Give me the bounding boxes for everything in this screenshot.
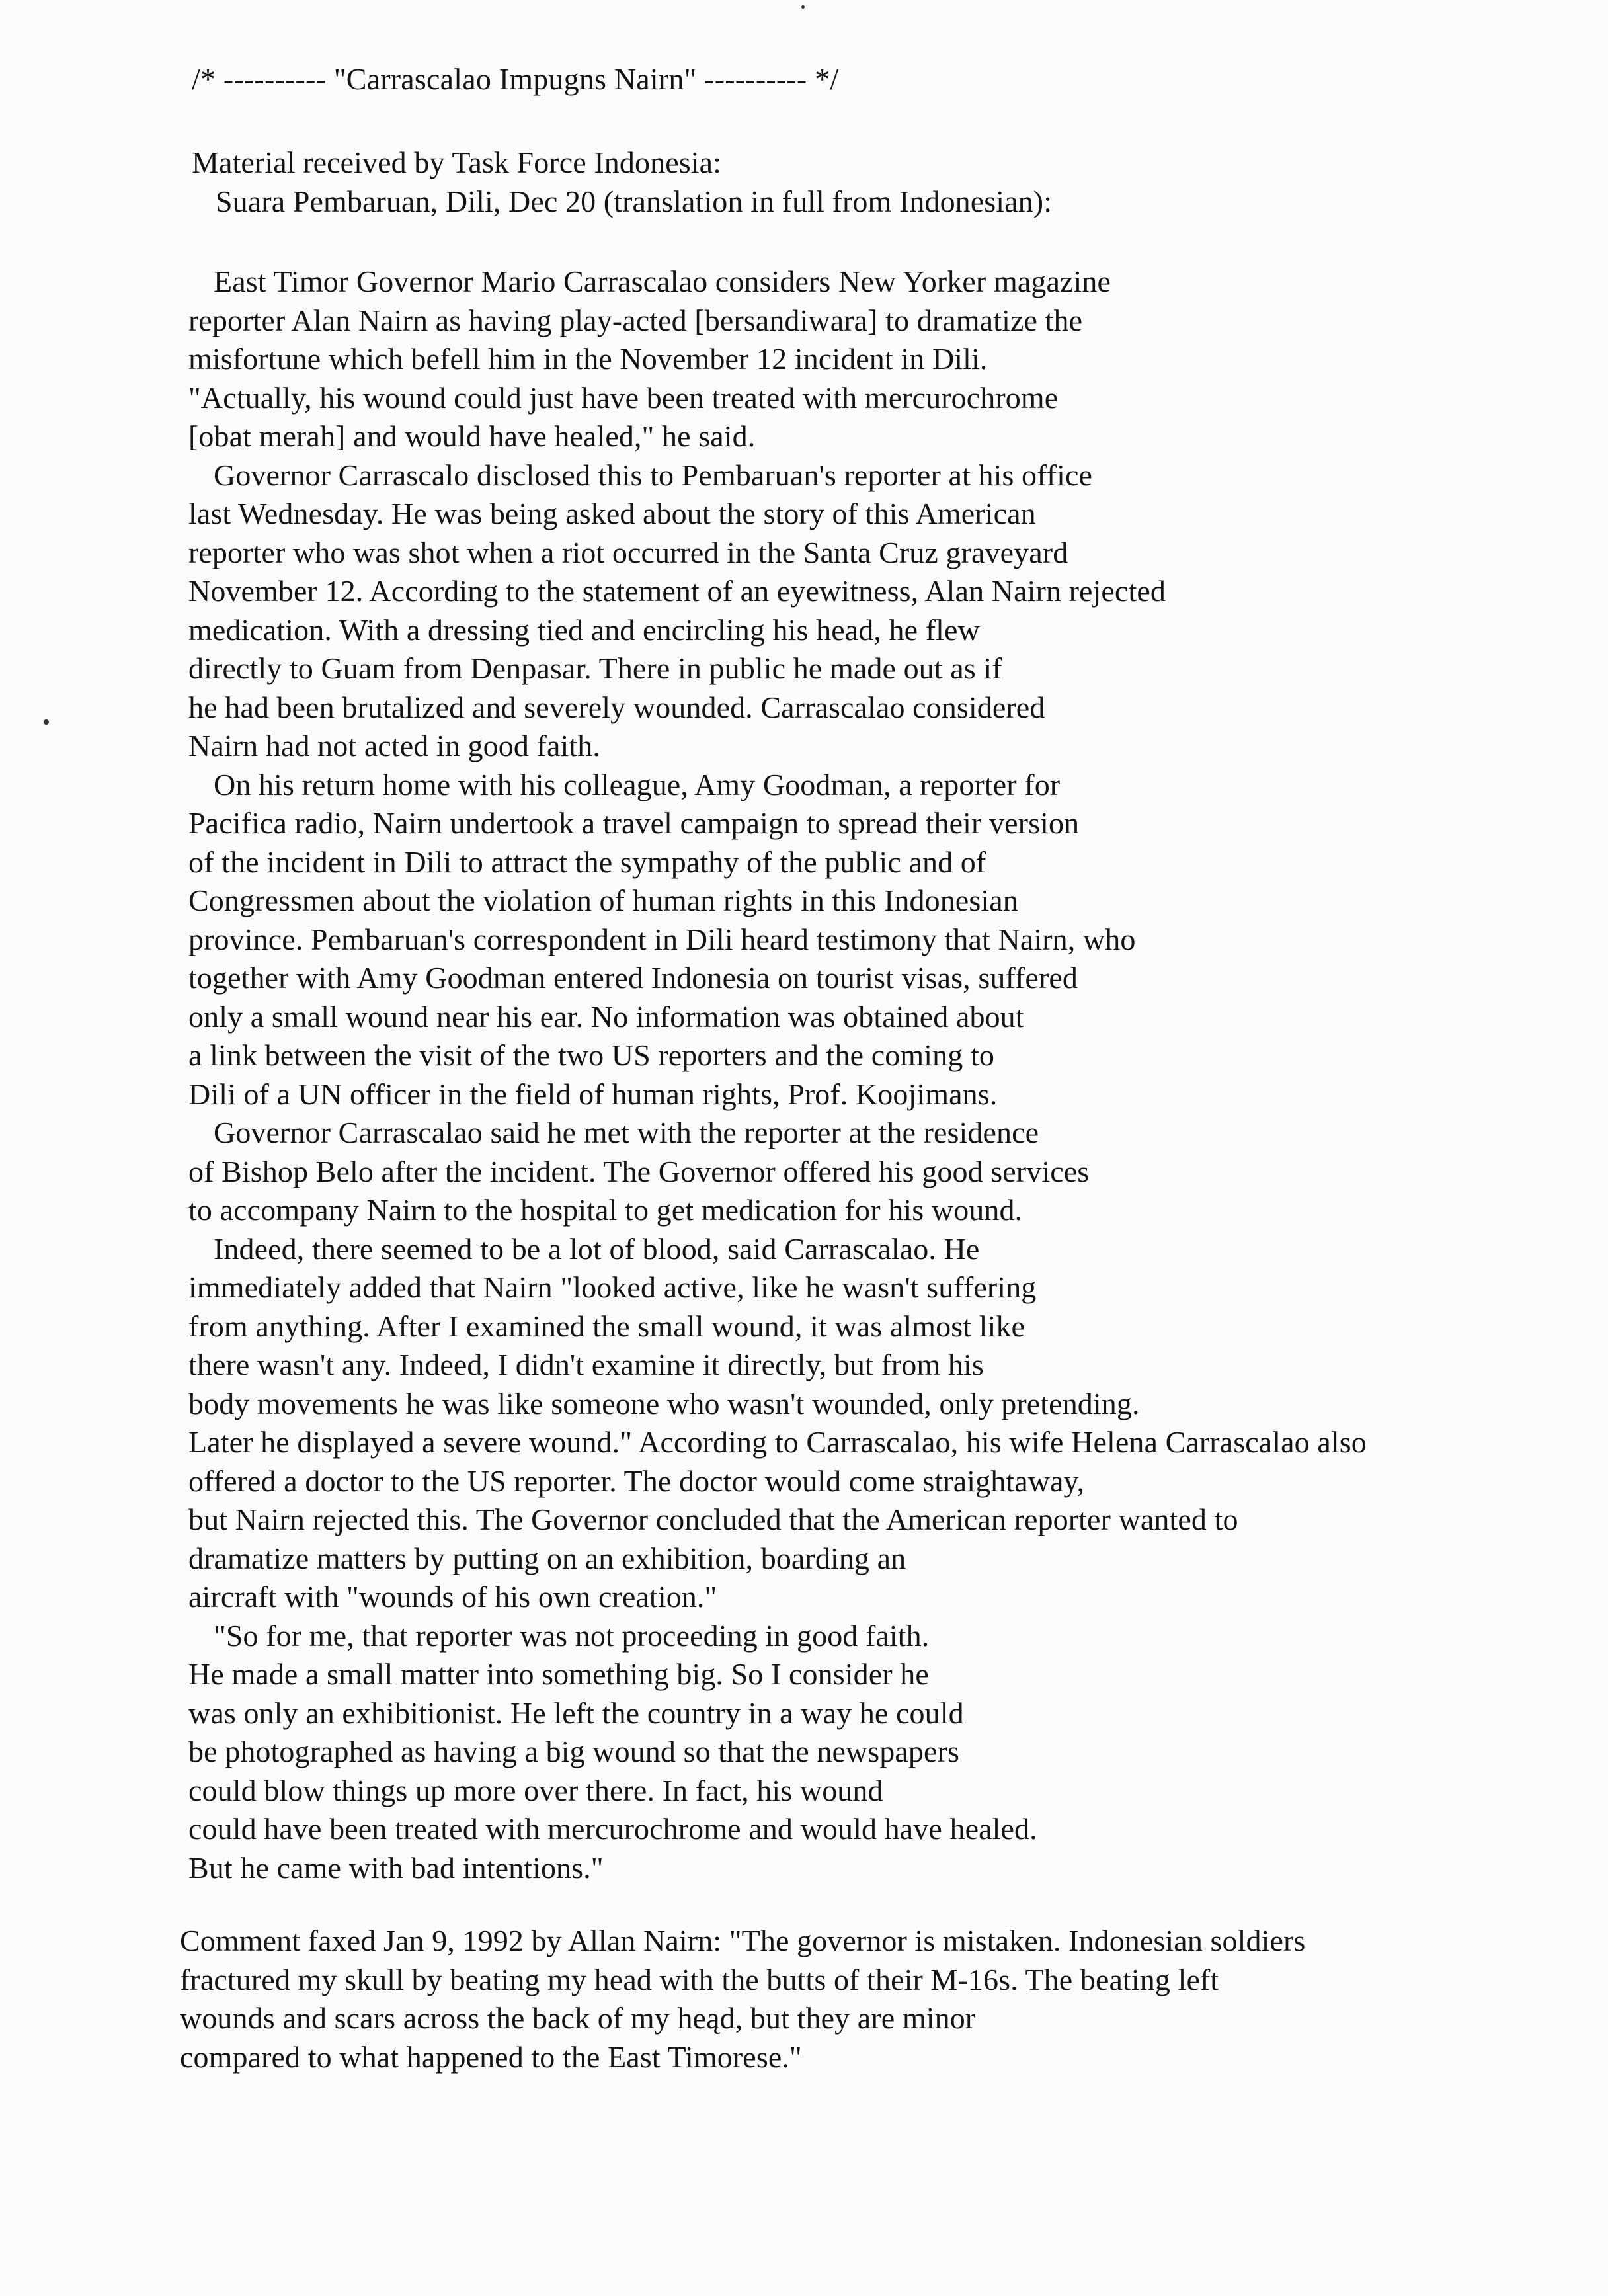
article-line: from anything. After I examined the small wound, it was almost like: [188, 1309, 1025, 1343]
article-line: could have been treated with mercurochrome and would have healed.: [188, 1812, 1037, 1846]
article-line: be photographed as having a big wound so that the newspapers: [188, 1735, 959, 1768]
article-line: But he came with bad intentions.": [188, 1850, 604, 1885]
comment-block: [180, 1922, 1305, 2076]
comment-line: Comment faxed Jan 9, 1992 by Allan Nairn: "The governor is mistaken. Indonesian soldiers: [180, 1924, 1306, 1957]
scan-speck: [801, 5, 805, 9]
article-line: of the incident in Dili to attract the sympathy of the public and of: [188, 844, 986, 879]
article-line: was only an exhibitionist. He left the country in a way he could: [188, 1696, 964, 1730]
article-line: dramatize matters by putting on an exhibition, boarding an: [188, 1541, 906, 1575]
article-line: medication. With a dressing tied and encircling his head, he flew: [188, 612, 980, 647]
article-line: a link between the visit of the two US reporters and the coming to: [188, 1038, 994, 1072]
article-line: Dili of a UN officer in the field of human rights, Prof. Koojimans.: [188, 1077, 998, 1111]
article-line: offered a doctor to the US reporter. The doctor would come straightaway,: [188, 1463, 1085, 1498]
article-line: he had been brutalized and severely wounded. Carrascalao considered: [188, 690, 1045, 724]
article-line: to accompany Nairn to the hospital to get medication for his wound.: [188, 1193, 1023, 1227]
article-line: Congressmen about the violation of human rights in this Indonesian: [188, 883, 1018, 917]
article-line: Nairn had not acted in good faith.: [188, 729, 600, 762]
article-line: could blow things up more over there. In fact, his wound: [188, 1773, 883, 1807]
article-line: November 12. According to the statement of an eyewitness, Alan Nairn rejected: [188, 574, 1166, 608]
article-line: Indeed, there seemed to be a lot of blood, said Carrascalao. He: [214, 1231, 980, 1266]
article-line: together with Amy Goodman entered Indonesia on tourist visas, suffered: [188, 961, 1078, 995]
article-line: of Bishop Belo after the incident. The Governor offered his good services: [188, 1154, 1090, 1188]
article-line: immediately added that Nairn "looked active, like he wasn't suffering: [188, 1270, 1037, 1304]
article-line: province. Pembaruan's correspondent in Dili heard testimony that Nairn, who: [188, 922, 1136, 956]
article-line: East Timor Governor Mario Carrascalao considers New Yorker magazine: [214, 265, 1111, 298]
article-line: He made a small matter into something big. So I consider he: [188, 1657, 929, 1691]
comment-line: wounds and scars across the back of my heąd, but they are minor: [180, 2001, 976, 2035]
document-header: /* ---------- "Carrascalao Impugns Nairn" ---------- */: [192, 62, 839, 96]
article-line: Later he displayed a severe wound." According to Carrascalao, his wife Helena Carrascalao also: [188, 1425, 1367, 1459]
comment-line: fractured my skull by beating my head with the butts of their M-16s. The beating left: [180, 1962, 1219, 1996]
article-line: but Nairn rejected this. The Governor concluded that the American reporter wanted to: [188, 1502, 1238, 1536]
article-line: "Actually, his wound could just have been treated with mercurochrome: [188, 380, 1059, 415]
intro-line: Suara Pembaruan, Dili, Dec 20 (translation in full from Indonesian):: [216, 184, 1053, 218]
article-line: only a small wound near his ear. No information was obtained about: [188, 999, 1024, 1034]
article-line: there wasn't any. Indeed, I didn't examine it directly, but from his: [188, 1348, 984, 1381]
article-line: reporter who was shot when a riot occurred in the Santa Cruz graveyard: [188, 535, 1068, 569]
article-body: [188, 263, 1367, 1887]
scan-speck: [44, 719, 49, 725]
intro-block: [192, 144, 1052, 221]
comment-line: compared to what happened to the East Timorese.": [180, 2039, 802, 2074]
article-line: misfortune which befell him in the November 12 incident in Dili.: [188, 342, 988, 376]
article-line: Governor Carrascalao said he met with the reporter at the residence: [214, 1116, 1039, 1149]
article-line: [obat merah] and would have healed," he said.: [188, 419, 756, 453]
intro-line: Material received by Task Force Indonesia:: [192, 145, 722, 179]
article-line: body movements he was like someone who wasn't wounded, only pretending.: [188, 1386, 1140, 1420]
article-line: On his return home with his colleague, Amy Goodman, a reporter for: [214, 767, 1061, 801]
article-line: "So for me, that reporter was not proceeding in good faith.: [214, 1618, 930, 1653]
article-line: last Wednesday. He was being asked about the story of this American: [188, 497, 1036, 530]
article-line: aircraft with "wounds of his own creation.": [188, 1580, 717, 1614]
article-line: Pacifica radio, Nairn undertook a travel campaign to spread their version: [188, 806, 1080, 840]
article-line: reporter Alan Nairn as having play-acted [bersandiwara] to dramatize the: [188, 303, 1083, 337]
article-line: directly to Guam from Denpasar. There in public he made out as if: [188, 651, 1002, 685]
article-line: Governor Carrascalo disclosed this to Pembaruan's reporter at his office: [214, 458, 1093, 492]
